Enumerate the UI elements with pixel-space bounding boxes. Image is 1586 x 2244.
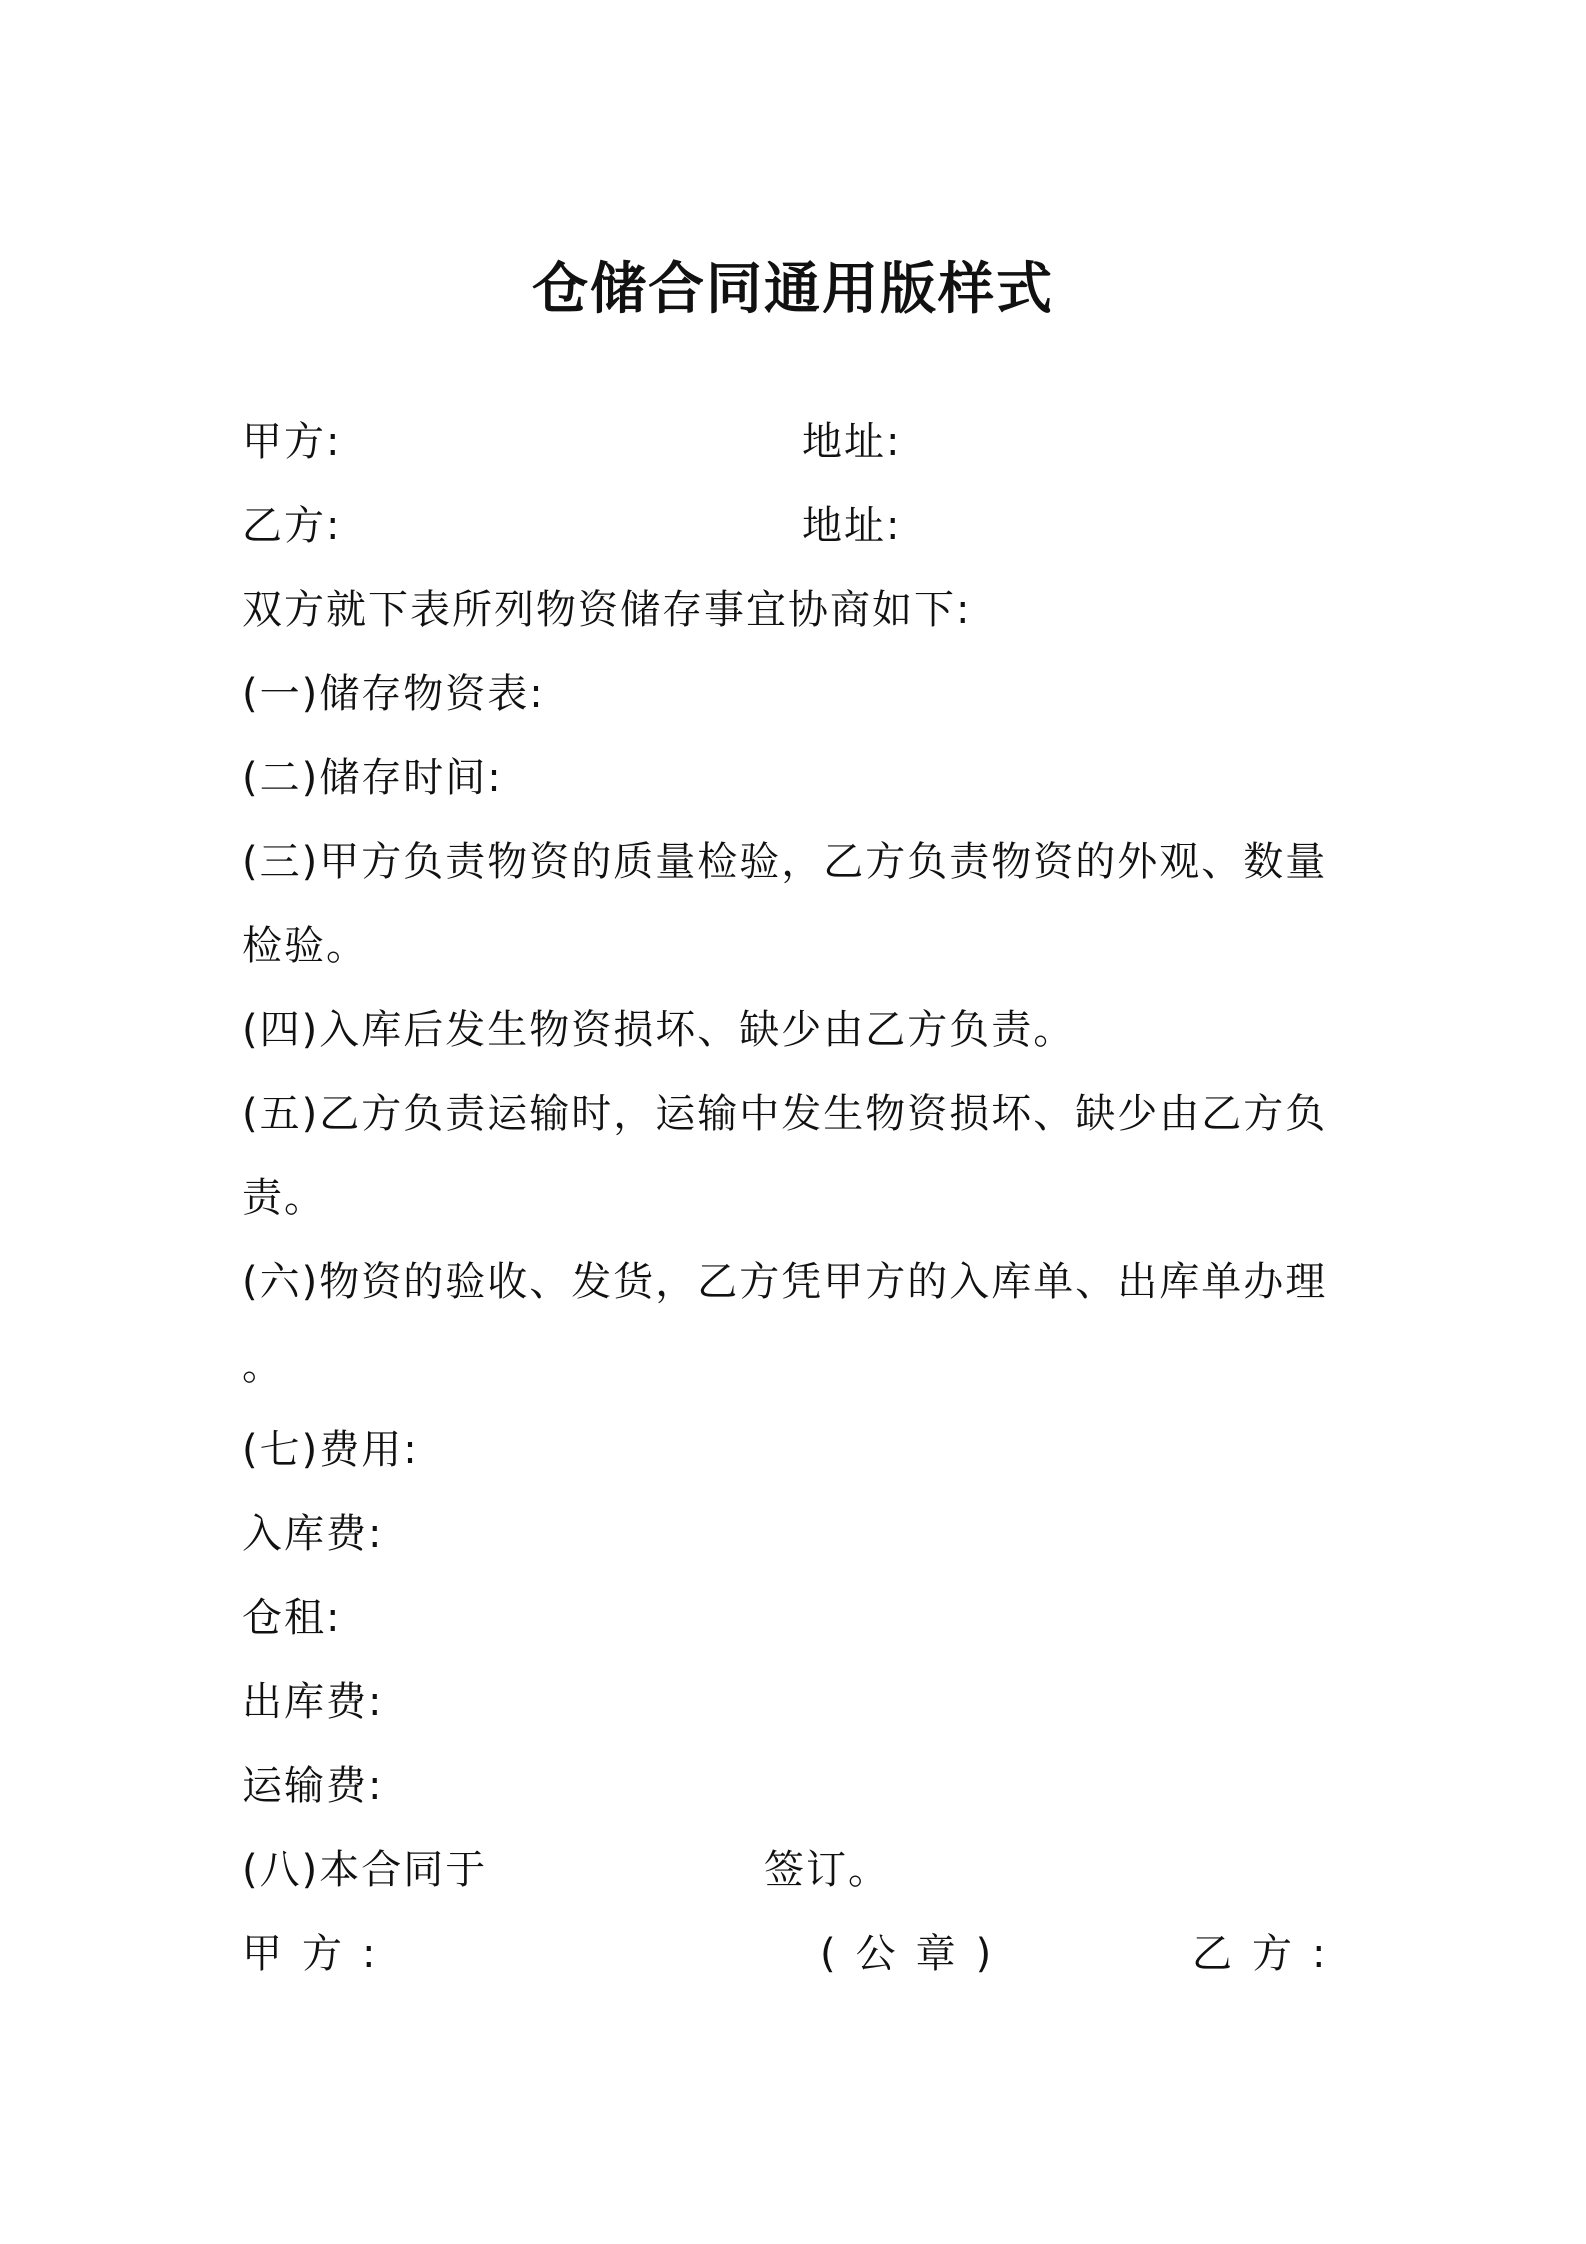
clause-2: (二)储存时间: — [242, 755, 503, 801]
clause-3-line-1: (三)甲方负责物资的质量检验，乙方负责物资的外观、数量 — [242, 839, 1328, 885]
document-title: 仓储合同通用版样式 — [532, 257, 1054, 322]
fee-outbound: 出库费: — [242, 1679, 384, 1725]
clause-1: (一)储存物资表: — [242, 671, 545, 717]
clause-6-line-1: (六)物资的验收、发货，乙方凭甲方的入库单、出库单办理 — [242, 1259, 1328, 1305]
intro-paragraph: 双方就下表所列物资储存事宜协商如下: — [242, 587, 972, 633]
signature-seal: (公章) — [820, 1931, 1012, 1977]
clause-5-line-2: 责。 — [242, 1175, 326, 1221]
party-b-label: 乙方: — [242, 503, 342, 549]
clause-5-line-1: (五)乙方负责运输时，运输中发生物资损坏、缺少由乙方负 — [242, 1091, 1328, 1137]
party-a-label: 甲方: — [242, 419, 342, 465]
signature-party-b: 乙方: — [1192, 1931, 1346, 1977]
fee-transport: 运输费: — [242, 1763, 384, 1809]
clause-3-line-2: 检验。 — [242, 923, 368, 969]
signing-date-suffix: 签订。 — [764, 1847, 890, 1893]
fee-inbound: 入库费: — [242, 1511, 384, 1557]
signature-party-a: 甲方: — [242, 1931, 396, 1977]
clause-7: (七)费用: — [242, 1427, 419, 1473]
clause-4: (四)入库后发生物资损坏、缺少由乙方负责。 — [242, 1007, 1076, 1053]
party-a-address-label: 地址: — [802, 419, 902, 465]
clause-6-line-2: 。 — [242, 1343, 284, 1389]
fee-rent: 仓租: — [242, 1595, 342, 1641]
signing-date-prefix: (八)本合同于 — [242, 1847, 488, 1893]
party-b-address-label: 地址: — [802, 503, 902, 549]
